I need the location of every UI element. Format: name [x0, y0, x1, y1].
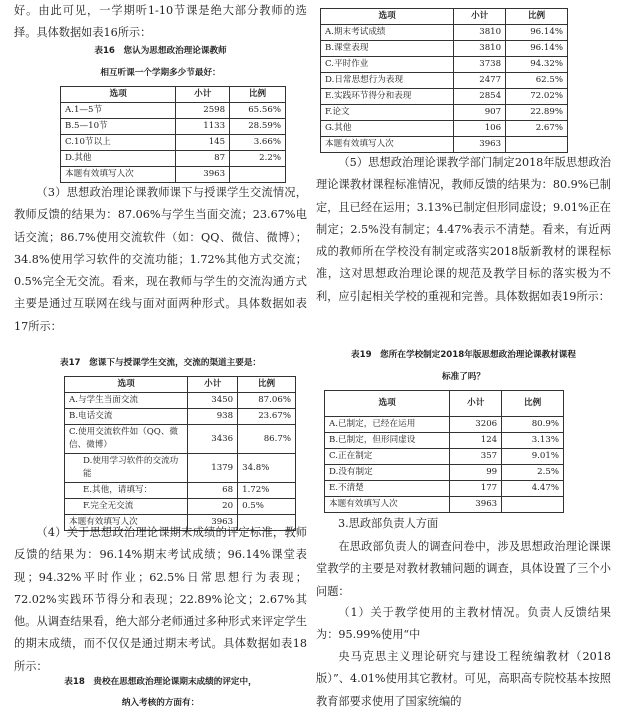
ratio-cell: 86.7%: [238, 425, 296, 454]
header-ratio: 比例: [238, 377, 296, 393]
option-cell: A.1—5节: [61, 103, 176, 119]
option-cell: E.不清楚: [325, 481, 450, 497]
option-cell: C.10节以上: [61, 135, 176, 151]
count-cell: 2854: [454, 89, 506, 105]
option-cell: C.平时作业: [321, 57, 454, 73]
header-option: 选项: [65, 377, 188, 393]
count-cell: 1133: [176, 119, 230, 135]
option-cell: F.论文: [321, 105, 454, 121]
table19: [324, 390, 564, 513]
table-row: [325, 433, 564, 449]
paragraph-intro: 好。由此可见，一学期听1-10节课是绝大部分教师的选择。具体数据如表16所示：: [14, 4, 307, 40]
ratio-cell: 2.2%: [230, 151, 286, 167]
table-row: [325, 417, 564, 433]
header-count: 小计: [176, 87, 230, 103]
count-cell: 145: [176, 135, 230, 151]
table16-caption-line2: 相互听课一个学期多少节最好：: [100, 68, 221, 78]
option-cell: G.其他: [321, 121, 454, 137]
table-row: [321, 41, 568, 57]
table-row: [61, 135, 286, 151]
option-cell: C.正在制定: [325, 449, 450, 465]
table-row: [325, 449, 564, 465]
ratio-cell: 72.02%: [506, 89, 568, 105]
option-cell: A.已制定，已经在运用: [325, 417, 450, 433]
option-cell: A.期末考试成绩: [321, 25, 454, 41]
table-row: [65, 499, 296, 515]
table-total-row: [321, 137, 568, 153]
paragraph-3: （3）思想政治理论课教师课下与授课学生交流情况，教师反馈的结果为：87.06%与学生当面交流；23.67%电话交流；86.7%使用交流软件（如：QQ、微信、微博）；34.8%使用学习软件的交流功能；1.72%其他方式交流；0.5%完全无交流。看来，现在教师与学生的交流沟通方式主要是通过互联网在线与面对面两种形式。具体数据如表17所示：: [14, 186, 307, 333]
ratio-cell: 62.5%: [506, 73, 568, 89]
table-row: [65, 454, 296, 483]
total-value: 3963: [454, 137, 506, 153]
ratio-cell: 96.14%: [506, 25, 568, 41]
table19-caption-line2: 标准了吗？: [442, 372, 485, 382]
option-cell: B.电话交流: [65, 409, 188, 425]
ratio-cell: 65.56%: [230, 103, 286, 119]
paragraph-7b: 央马克思主义理论研究与建设工程统编教材（2018版）”、4.01%使用其它教材。可见，高职高专院校基本按照教育部要求使用了国家统编的: [316, 650, 611, 708]
table-row: [61, 119, 286, 135]
table-row: [321, 105, 568, 121]
option-cell: D.其他: [61, 151, 176, 167]
table-row: [65, 409, 296, 425]
option-cell: D.日常思想行为表现: [321, 73, 454, 89]
count-cell: 3810: [454, 41, 506, 57]
table16: [60, 86, 286, 183]
paragraph-5: （5）思想政治理论课教学部门制定2018年版思想政治理论课教材课程标准情况，教师反馈的结果为：80.9%已制定，且已经在运用；3.13%已制定但形同虚设；9.01%正在制定；2.5%没有制定；4.47%表示不清楚。看来，有近两成的教师所在学校没有制定或落实2018版新教材的课程标准，这对思想政治理论课的规范及教学目标的落实极为不利，应引起相关学校的重视和完善。具体数据如表19所示：: [316, 156, 611, 303]
option-cell: E.实践环节得分和表现: [321, 89, 454, 105]
ratio-cell: 0.5%: [238, 499, 296, 515]
header-count: 小计: [450, 391, 502, 417]
table-row: [321, 89, 568, 105]
paragraph-6: 在思政部负责人的调查问卷中，涉及思想政治理论课课堂教学的主要是对教材教辅问题的调查，具体设置了三个小问题：: [316, 540, 611, 598]
count-cell: 99: [450, 465, 502, 481]
table17-caption: 表17 您课下与授课学生交流，交流的渠道主要是：: [59, 358, 262, 368]
header-count: 小计: [188, 377, 238, 393]
ratio-cell: 80.9%: [502, 417, 564, 433]
option-cell: E.其他，请填写：: [65, 483, 188, 499]
table18: [320, 8, 568, 153]
ratio-cell: 2.5%: [502, 465, 564, 481]
table-header-row: [61, 87, 286, 103]
table-row: [61, 103, 286, 119]
table-row: [321, 25, 568, 41]
option-cell: B.5—10节: [61, 119, 176, 135]
header-option: 选项: [61, 87, 176, 103]
table-row: [321, 121, 568, 137]
option-cell: F.完全无交流: [65, 499, 188, 515]
total-label: 本题有效填写人次: [321, 137, 454, 153]
option-cell: D.没有制定: [325, 465, 450, 481]
ratio-cell: 87.06%: [238, 393, 296, 409]
count-cell: 124: [450, 433, 502, 449]
total-value: 3963: [176, 167, 230, 183]
count-cell: 357: [450, 449, 502, 465]
ratio-cell: 96.14%: [506, 41, 568, 57]
ratio-cell: 3.66%: [230, 135, 286, 151]
count-cell: 3206: [450, 417, 502, 433]
count-cell: 3436: [188, 425, 238, 454]
empty-cell: [506, 137, 568, 153]
count-cell: 106: [454, 121, 506, 137]
count-cell: 68: [188, 483, 238, 499]
total-label: 本题有效填写人次: [325, 497, 450, 513]
count-cell: 177: [450, 481, 502, 497]
table-total-row: [61, 167, 286, 183]
count-cell: 20: [188, 499, 238, 515]
count-cell: 938: [188, 409, 238, 425]
ratio-cell: 22.89%: [506, 105, 568, 121]
count-cell: 3450: [188, 393, 238, 409]
table-row: [325, 481, 564, 497]
paragraph-4: （4）关于思想政治理论课期末成绩的评定标准，教师反馈的结果为：96.14%期末考试成绩；96.14%课堂表现；94.32%平时作业；62.5%日常思想行为表现；72.02%实践环节得分和表现；22.89%论文；2.67%其他。从调查结果看，绝大部分老师通过多种形式来评定学生的期末成绩，而不仅仅是通过期末考试。具体数据如表18所示：: [14, 526, 307, 673]
option-cell: D.使用学习软件的交流功能: [65, 454, 188, 483]
table-row: [321, 73, 568, 89]
table-header-row: [325, 391, 564, 417]
header-option: 选项: [321, 9, 454, 25]
table18-caption-line2: 纳入考核的方面有：: [121, 698, 200, 708]
header-ratio: 比例: [506, 9, 568, 25]
total-label: 本题有效填写人次: [65, 515, 188, 531]
table-row: [65, 393, 296, 409]
table-header-row: [65, 377, 296, 393]
empty-cell: [230, 167, 286, 183]
table19-caption-line1: 表19 您所在学校制定2018年版思想政治理论课教材课程: [351, 350, 576, 360]
count-cell: 1379: [188, 454, 238, 483]
header-count: 小计: [454, 9, 506, 25]
table18-caption-line1: 表18 贵校在思想政治理论课期末成绩的评定中，: [64, 677, 257, 687]
table-row: [325, 465, 564, 481]
table17: [64, 376, 296, 531]
total-value: 3963: [450, 497, 502, 513]
table-row: [61, 151, 286, 167]
count-cell: 907: [454, 105, 506, 121]
ratio-cell: 9.01%: [502, 449, 564, 465]
header-option: 选项: [325, 391, 450, 417]
ratio-cell: 3.13%: [502, 433, 564, 449]
count-cell: 2598: [176, 103, 230, 119]
ratio-cell: 28.59%: [230, 119, 286, 135]
paragraph-7a: （1）关于教学使用的主教材情况。负责人反馈结果为：95.99%使用“中: [316, 606, 611, 642]
table-row: [65, 425, 296, 454]
option-cell: C.使用交流软件如（QQ、微信、微博）: [65, 425, 188, 454]
ratio-cell: 2.67%: [506, 121, 568, 137]
option-cell: B.课堂表现: [321, 41, 454, 57]
table-row: [321, 57, 568, 73]
header-ratio: 比例: [230, 87, 286, 103]
table-header-row: [321, 9, 568, 25]
option-cell: B.已制定，但形同虚设: [325, 433, 450, 449]
ratio-cell: 34.8%: [238, 454, 296, 483]
count-cell: 3810: [454, 25, 506, 41]
ratio-cell: 4.47%: [502, 481, 564, 497]
count-cell: 2477: [454, 73, 506, 89]
ratio-cell: 1.72%: [238, 483, 296, 499]
option-cell: A.与学生当面交流: [65, 393, 188, 409]
ratio-cell: 94.32%: [506, 57, 568, 73]
total-label: 本题有效填写人次: [61, 167, 176, 183]
count-cell: 3738: [454, 57, 506, 73]
total-value: 3963: [188, 515, 238, 531]
table16-caption-line1: 表16 您认为思想政治理论课教师: [94, 46, 227, 56]
header-ratio: 比例: [502, 391, 564, 417]
table-total-row: [325, 497, 564, 513]
table-row: [65, 483, 296, 499]
empty-cell: [502, 497, 564, 513]
ratio-cell: 23.67%: [238, 409, 296, 425]
section-heading-3: 3.思政部负责人方面: [338, 517, 439, 530]
count-cell: 87: [176, 151, 230, 167]
